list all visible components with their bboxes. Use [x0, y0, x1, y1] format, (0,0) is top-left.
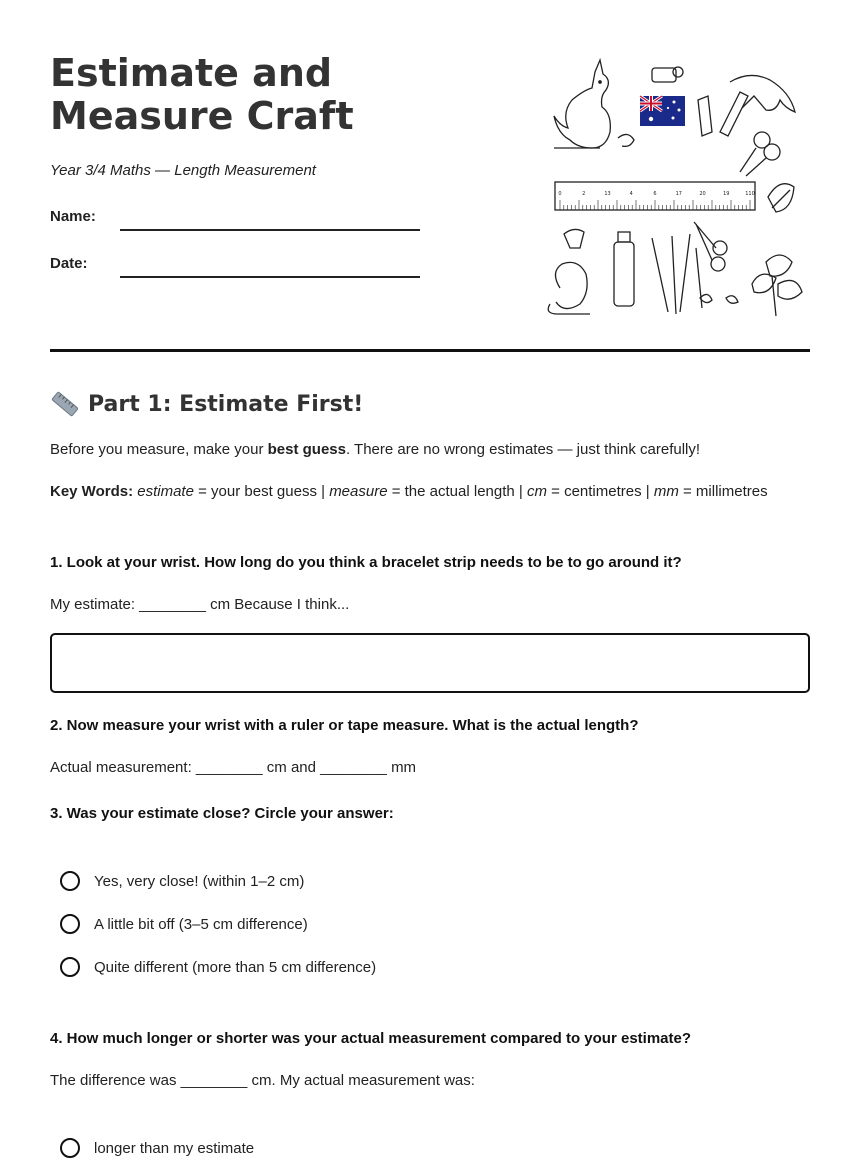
q3-option-1-label: Yes, very close! (within 1–2 cm) [94, 872, 305, 890]
small-leaves-icon [700, 294, 738, 303]
scissors-icon-2 [694, 222, 727, 271]
radio-circle[interactable] [60, 957, 80, 977]
radio-circle[interactable] [60, 914, 80, 934]
kw-measure: measure [329, 483, 388, 500]
ruler-tick-label: 20 [699, 191, 706, 197]
worksheet-subtitle: Year 3/4 Maths — Length Measurement [50, 162, 316, 179]
measurement-illustration [540, 52, 810, 322]
part1-heading-text: Part 1: Estimate First! [88, 391, 364, 417]
kangaroo-icon [554, 60, 610, 148]
ruler-tick-label: 6 [653, 191, 657, 197]
ruler-icon [50, 390, 80, 418]
tap-icon [564, 229, 584, 248]
scissors-icon [740, 132, 780, 176]
kw-estimate-def: = your best guess | [193, 483, 330, 500]
q4-option-1[interactable] [60, 1138, 254, 1158]
q3-option-3-label: Quite different (more than 5 cm difference) [94, 958, 377, 976]
q4-option-1-label: longer than my estimate [94, 1139, 255, 1157]
date-label: Date: [50, 255, 88, 272]
worksheet-title: Estimate and Measure Craft [50, 51, 354, 138]
q1-answer-box[interactable] [50, 633, 810, 693]
plant-icon [752, 255, 802, 316]
intro-bold: best guess [267, 441, 346, 458]
ruler-tick-label: 2 [582, 191, 586, 197]
kw-measure-def: = the actual length | [387, 483, 527, 500]
tape-icon [652, 67, 683, 82]
ruler-tick-label: 4 [629, 191, 633, 197]
ruler-tick-label: 0 [558, 191, 562, 197]
intro-paragraph [50, 437, 810, 463]
part1-heading [50, 390, 363, 418]
q2-prompt: Actual measurement: ________ cm and ________ mm [50, 759, 417, 776]
ruler-tick-label: 13 [604, 191, 611, 197]
q3-option-2[interactable] [60, 914, 308, 934]
key-words-label: Key Words: [50, 483, 134, 500]
shell-icon [618, 134, 634, 146]
kw-estimate: estimate [137, 483, 194, 500]
ruler-tick-label: 17 [675, 191, 682, 197]
pencil-icon [698, 92, 748, 136]
question-2: 2. Now measure your wrist with a ruler or tape measure. What is the actual length? [50, 717, 639, 734]
intro-text-2: . There are no wrong estimates — just think carefully! [345, 441, 701, 458]
leaf-icon [768, 184, 794, 212]
name-line[interactable] [120, 229, 420, 231]
question-4: 4. How much longer or shorter was your actual measurement compared to your estimate? [50, 1030, 692, 1047]
kw-mm-def: = millimetres [678, 483, 768, 500]
kw-cm: cm [526, 483, 547, 500]
q3-option-3[interactable] [60, 957, 376, 977]
australian-flag-icon [640, 96, 685, 126]
date-line[interactable] [120, 276, 420, 278]
name-label: Name: [50, 208, 96, 225]
q4-prompt: The difference was ________ cm. My actual measurement was: [50, 1072, 475, 1089]
question-3: 3. Was your estimate close? Circle your answer: [50, 805, 394, 822]
header-divider [50, 349, 810, 352]
cat-icon [548, 262, 590, 314]
kw-cm-def: = centimetres | [546, 483, 654, 500]
ruler-tick-label: 110 [745, 191, 755, 197]
q3-option-2-label: A little bit off (3–5 cm difference) [94, 915, 308, 933]
radio-circle[interactable] [60, 1138, 80, 1158]
key-words [50, 479, 810, 505]
q1-prompt: My estimate: ________ cm Because I think... [50, 596, 350, 613]
ruler-drawing [555, 182, 755, 210]
ruler-tick-label: 19 [723, 191, 730, 197]
paint-tube-icon [614, 232, 634, 306]
intro-text-1: Before you measure, make your [50, 441, 268, 458]
radio-circle[interactable] [60, 871, 80, 891]
kw-mm: mm [653, 483, 679, 500]
q3-option-1[interactable] [60, 871, 304, 891]
tools-icon [652, 234, 702, 314]
question-1: 1. Look at your wrist. How long do you think a bracelet strip needs to be to go around it? [50, 554, 682, 571]
